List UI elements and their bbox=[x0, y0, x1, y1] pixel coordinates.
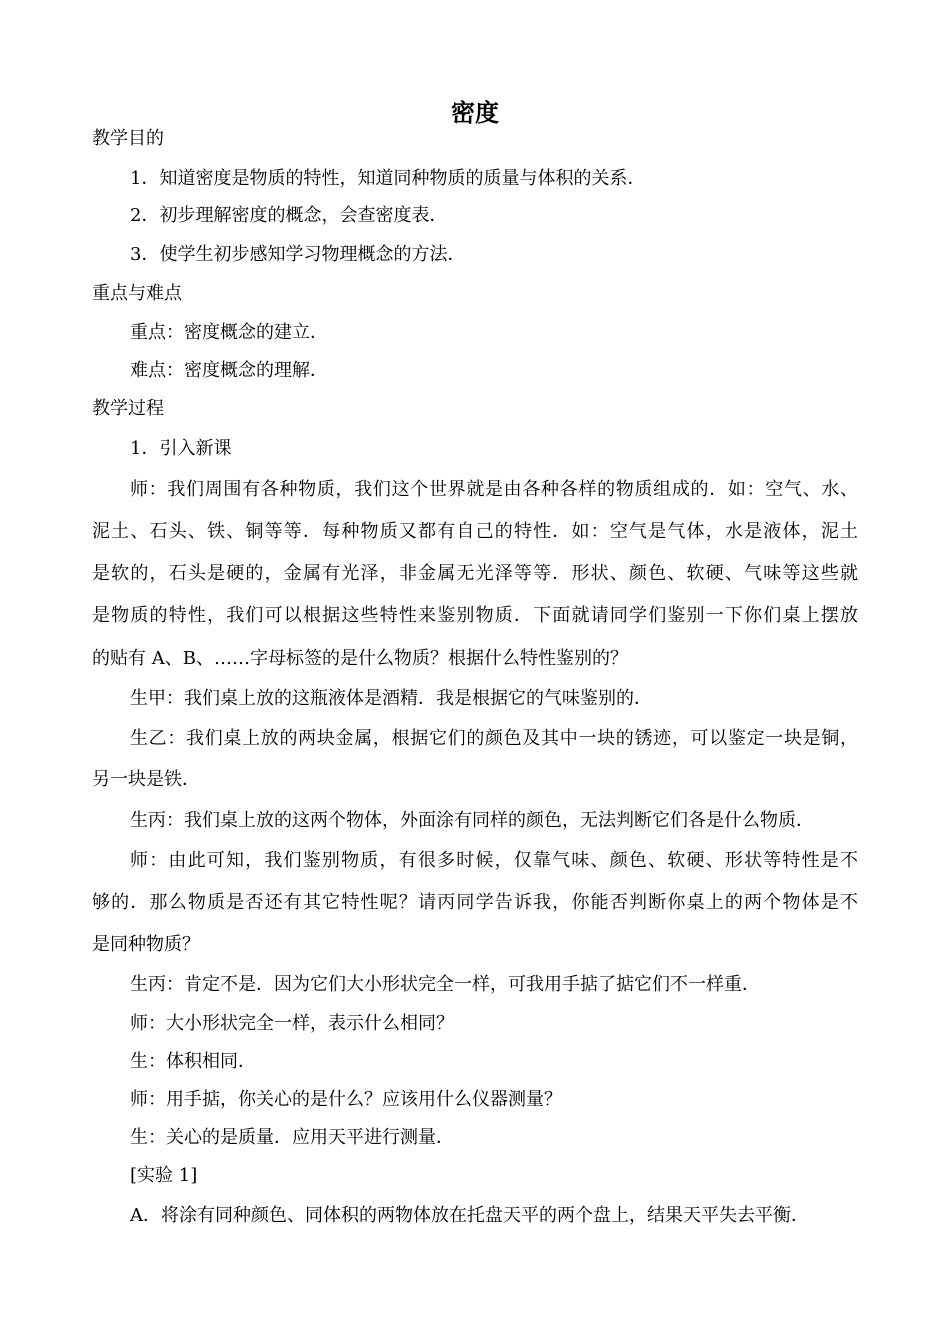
key-point: 重点：密度概念的建立． bbox=[130, 322, 328, 343]
paragraph-line: 生：关心的是质量．应用天平进行测量． bbox=[130, 1127, 454, 1148]
paragraph-line: 师：由此可知，我们鉴别物质，有很多时候，仅靠气味、颜色、软硬、形状等特性是不 bbox=[130, 850, 858, 871]
paragraph-line: 师：用手掂，你关心的是什么？应该用什么仪器测量？ bbox=[130, 1089, 562, 1110]
paragraph-line: 是同种物质？ bbox=[92, 934, 200, 955]
document-title: 密度 bbox=[451, 99, 499, 127]
paragraph-line: 另一块是铁． bbox=[92, 769, 200, 790]
paragraph-line: 泥土、石头、铁、铜等等．每种物质又都有自己的特性．如：空气是气体，水是液体，泥土 bbox=[92, 521, 858, 542]
paragraph-line: 生丙：肯定不是．因为它们大小形状完全一样，可我用手掂了掂它们不一样重． bbox=[130, 974, 760, 995]
objective-1: 1．知道密度是物质的特性，知道同种物质的质量与体积的关系． bbox=[130, 168, 646, 189]
paragraph-line: 生甲：我们桌上放的这瓶液体是酒精．我是根据它的气味鉴别的． bbox=[130, 688, 652, 709]
objective-3: 3．使学生初步感知学习物理概念的方法． bbox=[130, 244, 466, 265]
paragraph-line: 生乙：我们桌上放的两块金属，根据它们的颜色及其中一块的锈迹，可以鉴定一块是铜， bbox=[130, 728, 858, 749]
paragraph-line: 师：我们周围有各种物质，我们这个世界就是由各种各样的物质组成的．如：空气、水、 bbox=[130, 479, 858, 500]
objective-2: 2．初步理解密度的概念，会查密度表． bbox=[130, 205, 448, 226]
paragraph-line: 的贴有 A、B、……字母标签的是什么物质？根据什么特性鉴别的？ bbox=[92, 648, 628, 669]
paragraph-line: 够的．那么物质是否还有其它特性呢？请丙同学告诉我，你能否判断你桌上的两个物体是不 bbox=[92, 892, 858, 913]
paragraph-line: 生：体积相同． bbox=[130, 1051, 256, 1072]
experiment-label: [实验 1] bbox=[130, 1165, 198, 1186]
paragraph-line: 生丙：我们桌上放的这两个物体，外面涂有同样的颜色，无法判断它们各是什么物质． bbox=[130, 810, 814, 831]
paragraph-line: 是软的，石头是硬的，金属有光泽，非金属无光泽等等．形状、颜色、软硬、气味等这些就 bbox=[92, 563, 858, 584]
difficulty-point: 难点：密度概念的理解． bbox=[130, 360, 328, 381]
step-1-heading: 1．引入新课 bbox=[130, 438, 232, 459]
paragraph-line: 是物质的特性，我们可以根据这些特性来鉴别物质．下面就请同学们鉴别一下你们桌上摆放 bbox=[92, 605, 858, 626]
section-heading-key-points: 重点与难点 bbox=[92, 283, 182, 304]
section-heading-objectives: 教学目的 bbox=[92, 128, 164, 149]
paragraph-line: A．将涂有同种颜色、同体积的两物体放在托盘天平的两个盘上，结果天平失去平衡． bbox=[130, 1205, 809, 1226]
paragraph-line: 师：大小形状完全一样，表示什么相同？ bbox=[130, 1013, 454, 1034]
section-heading-process: 教学过程 bbox=[92, 398, 164, 419]
